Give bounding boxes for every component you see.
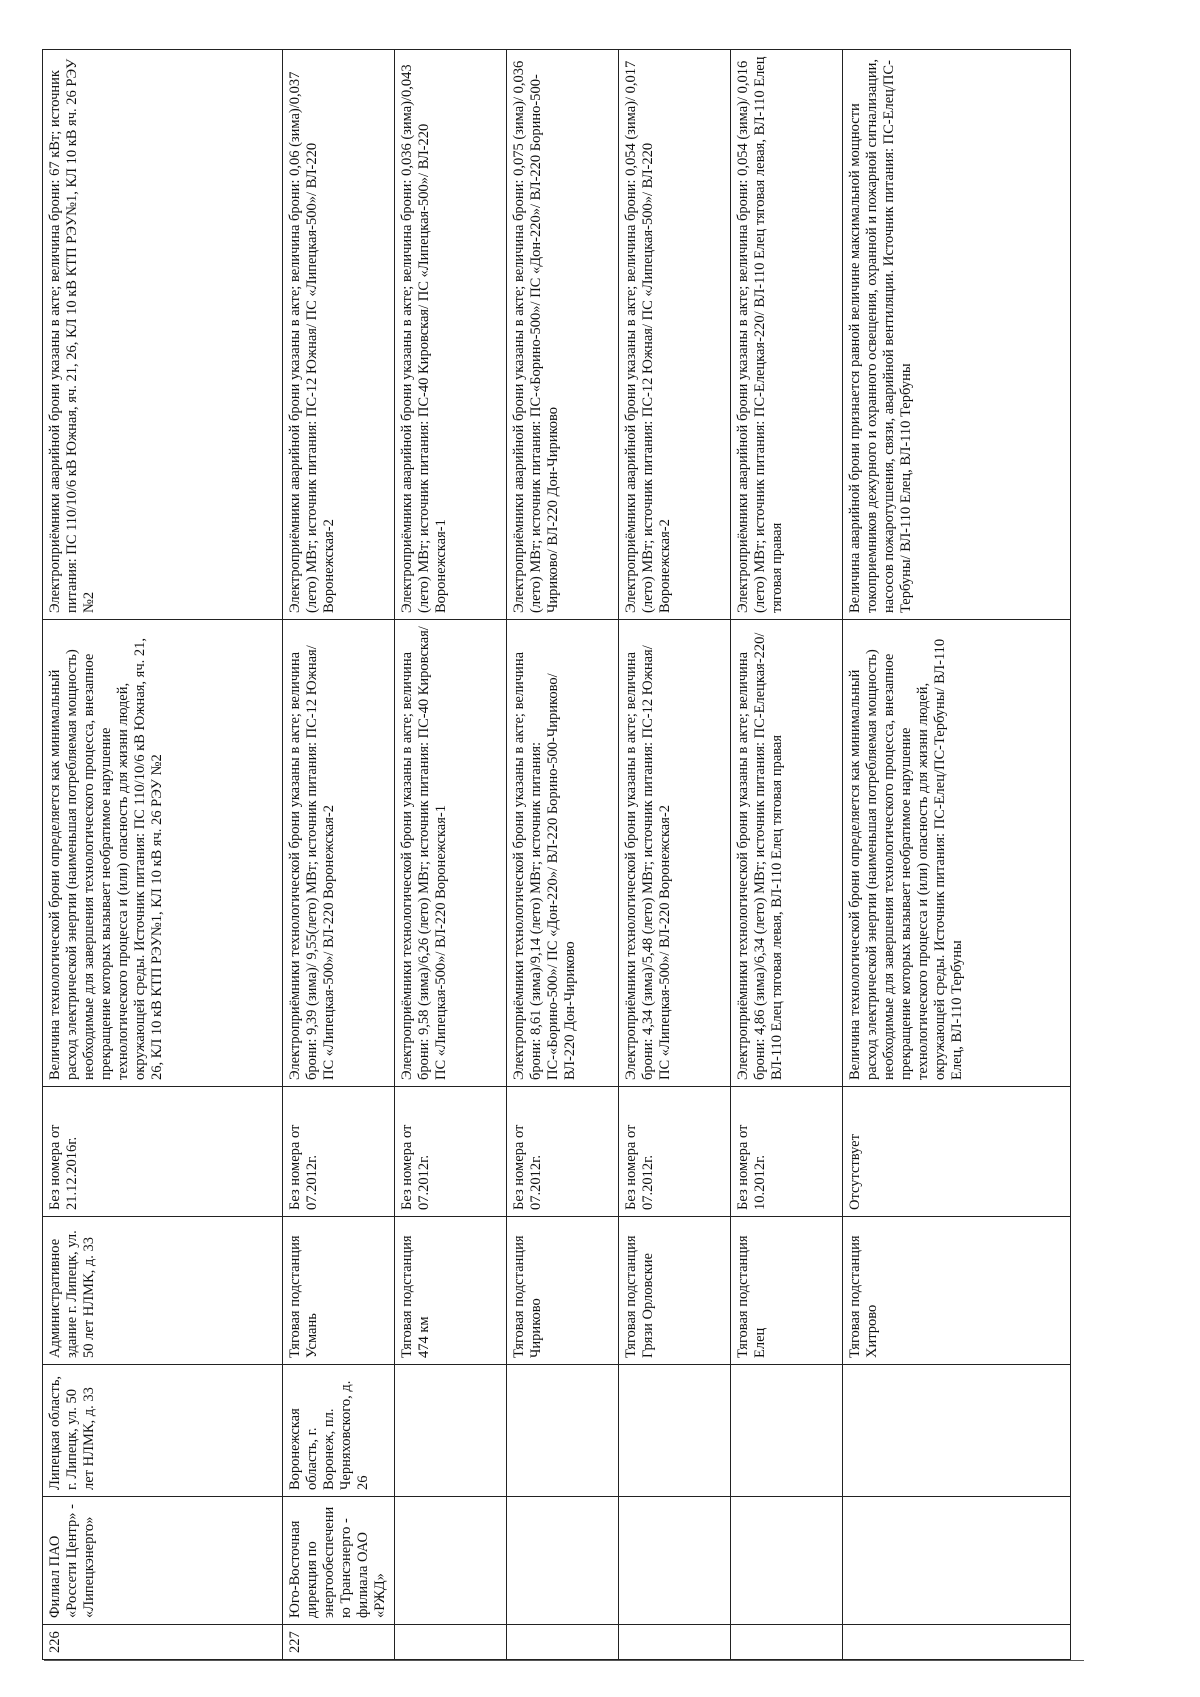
object-cell: Тяговая подстанция Хитрово [843, 1217, 1071, 1365]
organization-cell [731, 1497, 843, 1625]
address-cell [507, 1365, 619, 1497]
table-row [43, 50, 283, 1660]
technological-reserve-cell: Величина технологической брони определяется как минимальный расход электрической энергии (наименьшая потребляемая мощность) необходимые для завершения технологического процесса, внезапное прекращение которых вызывает необратимое нарушение технологического процесса и (или) опасность для жизни людей, окружающей среды. Источник питания: ПС 110/10/6 кВ Южная, яч. 21, 26, КЛ 10 кВ КТП РЭУ№1, КЛ 10 кВ яч. 26 РЭУ №2 [43, 620, 283, 1087]
act-cell: Без номера от 07.2012г. [619, 1087, 731, 1217]
emergency-reserve-cell: Электроприёмники аварийной брони указаны в акте; величина брони: 0,075 (зима)/ 0,036 (лето) МВт; источник питания: ПС-«Борино-500»/ ПС «Дон-220»/ ВЛ-220 Борино-500-Чириково/ ВЛ-220 Дон-Чириково [507, 50, 619, 620]
emergency-reserve-cell: Электроприёмники аварийной брони указаны в акте; величина брони: 0,036 (зима)/0,043 (лето) МВт; источник питания: ПС-40 Кировская/ ПС «Липецкая-500»/ ВЛ-220 Воронежская-1 [395, 50, 507, 620]
emergency-reserve-cell: Электроприёмники аварийной брони указаны в акте; величина брони: 0,054 (зима)/ 0,016 (лето) МВт; источник питания: ПС-Елецкая-220/ ВЛ-110 Елец тяговая левая, ВЛ-110 Елец тяговая правая [731, 50, 843, 620]
technological-reserve-cell: Электроприёмники технологической брони указаны в акте; величина брони: 9,39 (зима)/ 9,55(лето) МВт; источник питания: ПС-12 Южная/ ПС «Липецкая-500»/ ВЛ-220 Воронежская-2 [283, 620, 395, 1087]
organization-cell [619, 1497, 731, 1625]
row-number [395, 1625, 507, 1660]
table-row [283, 50, 395, 1660]
address-cell [843, 1365, 1071, 1497]
technological-reserve-cell: Электроприёмники технологической брони указаны в акте; величина брони: 8,61 (зима)/9,14 (лето) МВт; источник питания: ПС-«Борино-500»/ ПС «Дон-220»/ ВЛ-220 Борино-500-Чириково/ ВЛ-220 Дон-Чириково [507, 620, 619, 1087]
table-row [395, 50, 507, 1660]
organization-cell: Юго-Восточная дирекция по энергообеспечению Трансэнерго - филиала ОАО «РЖД» [283, 1497, 395, 1625]
table-row [507, 50, 619, 1660]
row-number [619, 1625, 731, 1660]
table-row [731, 50, 843, 1660]
emergency-reserve-cell: Величина аварийной брони признается равной величине максимальной мощности токоприемников дежурного и охранного освещения, охранной и пожарной сигнализации, насосов пожаротушения, связи, аварийной вентиляции. Источник питания: ПС-Елец/ПС-Тербуны/ ВЛ-110 Елец, ВЛ-110 Тербуны [843, 50, 1071, 620]
act-cell: Без номера от 07.2012г. [507, 1087, 619, 1217]
act-cell: Без номера от 10.2012г. [731, 1087, 843, 1217]
row-number: 227 [283, 1625, 395, 1660]
table-row [843, 50, 1071, 1660]
page-bottom-rule [44, 1660, 1084, 1661]
organization-cell: Филиал ПАО «Россети Центр» - «Липецкэнерго» [43, 1497, 283, 1625]
address-cell: Липецкая область, г. Липецк, ул. 50 лет НЛМК, д. 33 [43, 1365, 283, 1497]
row-number [843, 1625, 1071, 1660]
row-number [731, 1625, 843, 1660]
act-cell: Без номера от 21.12.2016г. [43, 1087, 283, 1217]
address-cell [731, 1365, 843, 1497]
act-cell: Отсутствует [843, 1087, 1071, 1217]
organization-cell [843, 1497, 1071, 1625]
act-cell: Без номера от 07.2012г. [283, 1087, 395, 1217]
organization-cell [395, 1497, 507, 1625]
row-number [507, 1625, 619, 1660]
emergency-reserve-cell: Электроприёмники аварийной брони указаны в акте; величина брони: 0,054 (зима)/ 0,017 (лето) МВт; источник питания: ПС-12 Южная/ ПС «Липецкая-500»/ ВЛ-220 Воронежская-2 [619, 50, 731, 620]
object-cell: Тяговая подстанция Усмань [283, 1217, 395, 1365]
rotated-table-container [42, 50, 1172, 1660]
technological-reserve-cell: Величина технологической брони определяется как минимальный расход электрической энергии (наименьшая потребляемая мощность) необходимые для завершения технологического процесса, внезапное прекращение которых вызывает необратимое нарушение технологического процесса и (или) опасность для жизни людей, окружающей среды. Источник питания: ПС-Елец/ПС-Тербуны/ ВЛ-110 Елец, ВЛ-110 Тербуны [843, 620, 1071, 1087]
act-cell: Без номера от 07.2012г. [395, 1087, 507, 1217]
technological-reserve-cell: Электроприёмники технологической брони указаны в акте; величина брони: 9,58 (зима)/6,26 (лето) МВт; источник питания: ПС-40 Кировская/ ПС «Липецкая-500»/ ВЛ-220 Воронежская-1 [395, 620, 507, 1087]
row-number: 226 [43, 1625, 283, 1660]
object-cell: Тяговая подстанция Елец [731, 1217, 843, 1365]
emergency-reserve-cell: Электроприёмники аварийной брони указаны в акте; величина брони: 67 кВт; источник питания: ПС 110/10/6 кВ Южная, яч. 21, 26, КЛ 10 кВ КТП РЭУ№1, КЛ 10 кВ яч. 26 РЭУ №2 [43, 50, 283, 620]
table-row [619, 50, 731, 1660]
object-cell: Тяговая подстанция 474 км [395, 1217, 507, 1365]
address-cell [395, 1365, 507, 1497]
address-cell: Воронежская область, г. Воронеж, пл. Черняховского, д. 26 [283, 1365, 395, 1497]
technological-reserve-cell: Электроприёмники технологической брони указаны в акте; величина брони: 4,86 (зима)/6,34 (лето) МВт; источник питания: ПС-Елецкая-220/ ВЛ-110 Елец тяговая левая, ВЛ-110 Елец тяговая правая [731, 620, 843, 1087]
emergency-reserve-cell: Электроприёмники аварийной брони указаны в акте; величина брони: 0,06 (зима)/0,037 (лето) МВт; источник питания: ПС-12 Южная/ ПС «Липецкая-500»/ ВЛ-220 Воронежская-2 [283, 50, 395, 620]
organization-cell [507, 1497, 619, 1625]
power-reserve-table [42, 49, 1071, 1660]
object-cell: Административное здание г. Липецк, ул. 50 лет НЛМК, д. 33 [43, 1217, 283, 1365]
object-cell: Тяговая подстанция Грязи Орловские [619, 1217, 731, 1365]
object-cell: Тяговая подстанция Чириково [507, 1217, 619, 1365]
address-cell [619, 1365, 731, 1497]
technological-reserve-cell: Электроприёмники технологической брони указаны в акте; величина брони: 4,34 (зима)/5,48 (лето) МВт; источник питания: ПС-12 Южная/ ПС «Липецкая-500»/ ВЛ-220 Воронежская-2 [619, 620, 731, 1087]
